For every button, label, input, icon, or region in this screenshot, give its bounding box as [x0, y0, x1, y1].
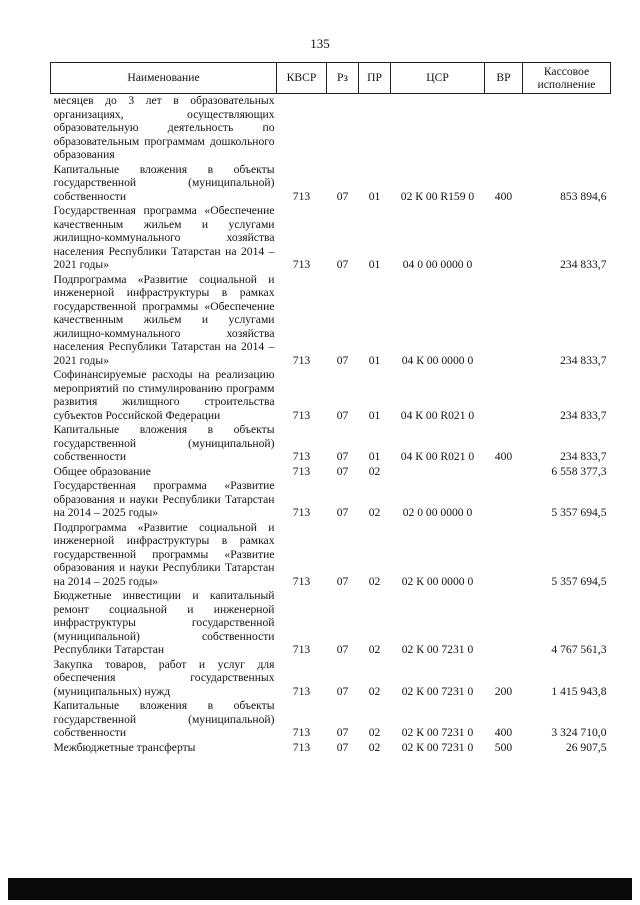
- table-row: [51, 203, 611, 272]
- cell-vr: 500: [494, 740, 513, 754]
- cell-name: Софинансируемые расходы на реализацию мероприятий по стимулированию программ развития жилищного строительства субъектов Российской Федерации: [53, 368, 275, 422]
- cell-kvsr: 713: [292, 353, 311, 367]
- table-header-row: [51, 63, 611, 94]
- cell-pr: 02: [368, 464, 381, 478]
- cell-name: Капитальные вложения в объекты государственной (муниципальной) собственности: [53, 699, 275, 739]
- cell-name: Государственная программа «Обеспечение качественным жильем и услугами жилищно-коммунального хозяйства населения Республики Татарстан на 2014 – 2021 годы»: [53, 204, 275, 271]
- cell-rz: 07: [336, 258, 349, 271]
- cell-amount: 6 558 377,3: [551, 464, 607, 478]
- cell-rz: 07: [336, 684, 349, 698]
- cell-name: Капитальные вложения в объекты государственной (муниципальной) собственности: [53, 162, 275, 203]
- cell-kvsr: 713: [292, 726, 311, 739]
- cell-kvsr: [277, 94, 327, 162]
- cell-amount: 234 833,7: [560, 258, 607, 271]
- cell-pr: 01: [368, 189, 381, 203]
- header-name: Наименование: [51, 63, 277, 94]
- cell-rz: 07: [336, 464, 349, 478]
- cell-csr: 02 0 00 0000 0: [402, 506, 473, 519]
- scan-bottom-edge: [8, 878, 632, 900]
- cell-csr: 02 К 00 7231 0: [401, 740, 474, 754]
- cell-amount: [523, 94, 611, 162]
- cell-kvsr: 713: [292, 189, 311, 203]
- header-pr: ПР: [359, 63, 391, 94]
- cell-csr: 04 К 00 R021 0: [400, 450, 475, 463]
- cell-vr: 400: [494, 726, 513, 739]
- header-csr: ЦСР: [391, 63, 485, 94]
- cell-name: Бюджетные инвестиции и капитальный ремонт социальной и инженерной инфраструктуры государственной (муниципальной) собственности Республики Татарстан: [53, 589, 275, 656]
- cell-kvsr: 713: [292, 574, 311, 588]
- cell-rz: 07: [336, 450, 349, 463]
- cell-kvsr: 713: [292, 684, 311, 698]
- cell-amount: 234 833,7: [560, 450, 607, 463]
- cell-name: Подпрограмма «Развитие социальной и инженерной инфраструктуры в рамках государственной программы «Обеспечение качественным жильем и услугами жилищно-коммунального хозяйства населения Республики Татарстан на 2014 – 2021 годы»: [53, 272, 275, 367]
- cell-kvsr: 713: [292, 258, 311, 271]
- cell-csr: 02 К 00 7231 0: [401, 726, 474, 739]
- cell-name: Межбюджетные трансферты: [53, 740, 196, 754]
- cell-vr: [485, 272, 523, 368]
- cell-pr: 02: [368, 726, 381, 739]
- cell-pr: 02: [368, 574, 381, 588]
- cell-pr: 01: [368, 450, 381, 463]
- table-row: [51, 272, 611, 368]
- cell-name: месяцев до 3 лет в образовательных организациях, осуществляющих образовательную деятельность по образовательным программам дошкольного образования: [53, 94, 275, 161]
- table-row: [51, 740, 611, 755]
- cell-name: Подпрограмма «Развитие социальной и инженерной инфраструктуры в рамках государственной программы «Развитие образования и науки Республики Татарстан на 2014 – 2025 годы»: [53, 520, 275, 588]
- cell-pr: [359, 94, 391, 162]
- cell-rz: 07: [336, 740, 349, 754]
- cell-csr: 04 К 00 R021 0: [400, 408, 475, 422]
- cell-vr: [485, 588, 523, 657]
- cell-pr: 02: [368, 740, 381, 754]
- cell-pr: 01: [368, 353, 381, 367]
- cell-csr: 02 К 00 0000 0: [401, 574, 474, 588]
- cell-vr: [485, 520, 523, 589]
- cell-kvsr: 713: [292, 643, 311, 656]
- cell-vr: [485, 203, 523, 272]
- cell-vr: [485, 94, 523, 162]
- cell-name: Закупка товаров, работ и услуг для обеспечения государственных (муниципальных) нужд: [53, 657, 275, 698]
- cell-vr: 400: [494, 450, 513, 463]
- cell-csr: [391, 464, 485, 479]
- table-row: [51, 464, 611, 479]
- cell-csr: 02 К 00 R159 0: [400, 189, 475, 203]
- cell-csr: 04 0 00 0000 0: [402, 258, 473, 271]
- table-row: [51, 422, 611, 464]
- cell-name: Общее образование: [53, 464, 151, 478]
- cell-amount: 1 415 943,8: [551, 684, 607, 698]
- cell-csr: 02 К 00 7231 0: [401, 643, 474, 656]
- cell-amount: 4 767 561,3: [551, 643, 607, 656]
- cell-vr: 200: [494, 684, 513, 698]
- table-row: [51, 588, 611, 657]
- cell-amount: 26 907,5: [565, 740, 607, 754]
- header-vr: ВР: [485, 63, 523, 94]
- cell-amount: 853 894,6: [560, 189, 607, 203]
- table-row: [51, 520, 611, 589]
- cell-rz: 07: [336, 506, 349, 519]
- header-amount: Кассовое исполнение: [523, 63, 611, 94]
- cell-pr: 01: [368, 408, 381, 422]
- cell-pr: 02: [368, 643, 381, 656]
- budget-table: [50, 62, 611, 754]
- header-kvsr: КВСР: [277, 63, 327, 94]
- cell-kvsr: 713: [292, 464, 311, 478]
- cell-vr: 400: [494, 189, 513, 203]
- cell-rz: 07: [336, 643, 349, 656]
- table-row: [51, 162, 611, 204]
- cell-csr: 02 К 00 7231 0: [401, 684, 474, 698]
- table-row: [51, 657, 611, 699]
- cell-pr: 01: [368, 258, 381, 271]
- cell-name: Капитальные вложения в объекты государственной (муниципальной) собственности: [53, 423, 275, 463]
- cell-csr: 04 К 00 0000 0: [401, 353, 474, 367]
- cell-amount: 5 357 694,5: [551, 574, 607, 588]
- cell-kvsr: 713: [292, 408, 311, 422]
- cell-kvsr: 713: [292, 450, 311, 463]
- cell-rz: 07: [336, 574, 349, 588]
- cell-vr: [485, 478, 523, 520]
- table-row: [51, 367, 611, 422]
- cell-rz: 07: [336, 726, 349, 739]
- cell-rz: [327, 94, 359, 162]
- cell-pr: 02: [368, 506, 381, 519]
- table-row: [51, 698, 611, 740]
- cell-amount: 5 357 694,5: [551, 506, 607, 519]
- cell-amount: 234 833,7: [560, 353, 607, 367]
- table-row: [51, 478, 611, 520]
- cell-amount: 3 324 710,0: [551, 726, 607, 739]
- table-row: [51, 94, 611, 162]
- cell-csr: [391, 94, 485, 162]
- cell-rz: 07: [336, 189, 349, 203]
- cell-kvsr: 713: [292, 506, 311, 519]
- cell-kvsr: 713: [292, 740, 311, 754]
- cell-name: Государственная программа «Развитие образования и науки Республики Татарстан на 2014 – 2025 годы»: [53, 479, 275, 519]
- cell-rz: 07: [336, 353, 349, 367]
- page-number: 135: [310, 36, 330, 51]
- header-rz: Рз: [327, 63, 359, 94]
- cell-amount: 234 833,7: [560, 408, 607, 422]
- cell-pr: 02: [368, 684, 381, 698]
- cell-rz: 07: [336, 408, 349, 422]
- cell-vr: [485, 464, 523, 479]
- cell-vr: [485, 367, 523, 422]
